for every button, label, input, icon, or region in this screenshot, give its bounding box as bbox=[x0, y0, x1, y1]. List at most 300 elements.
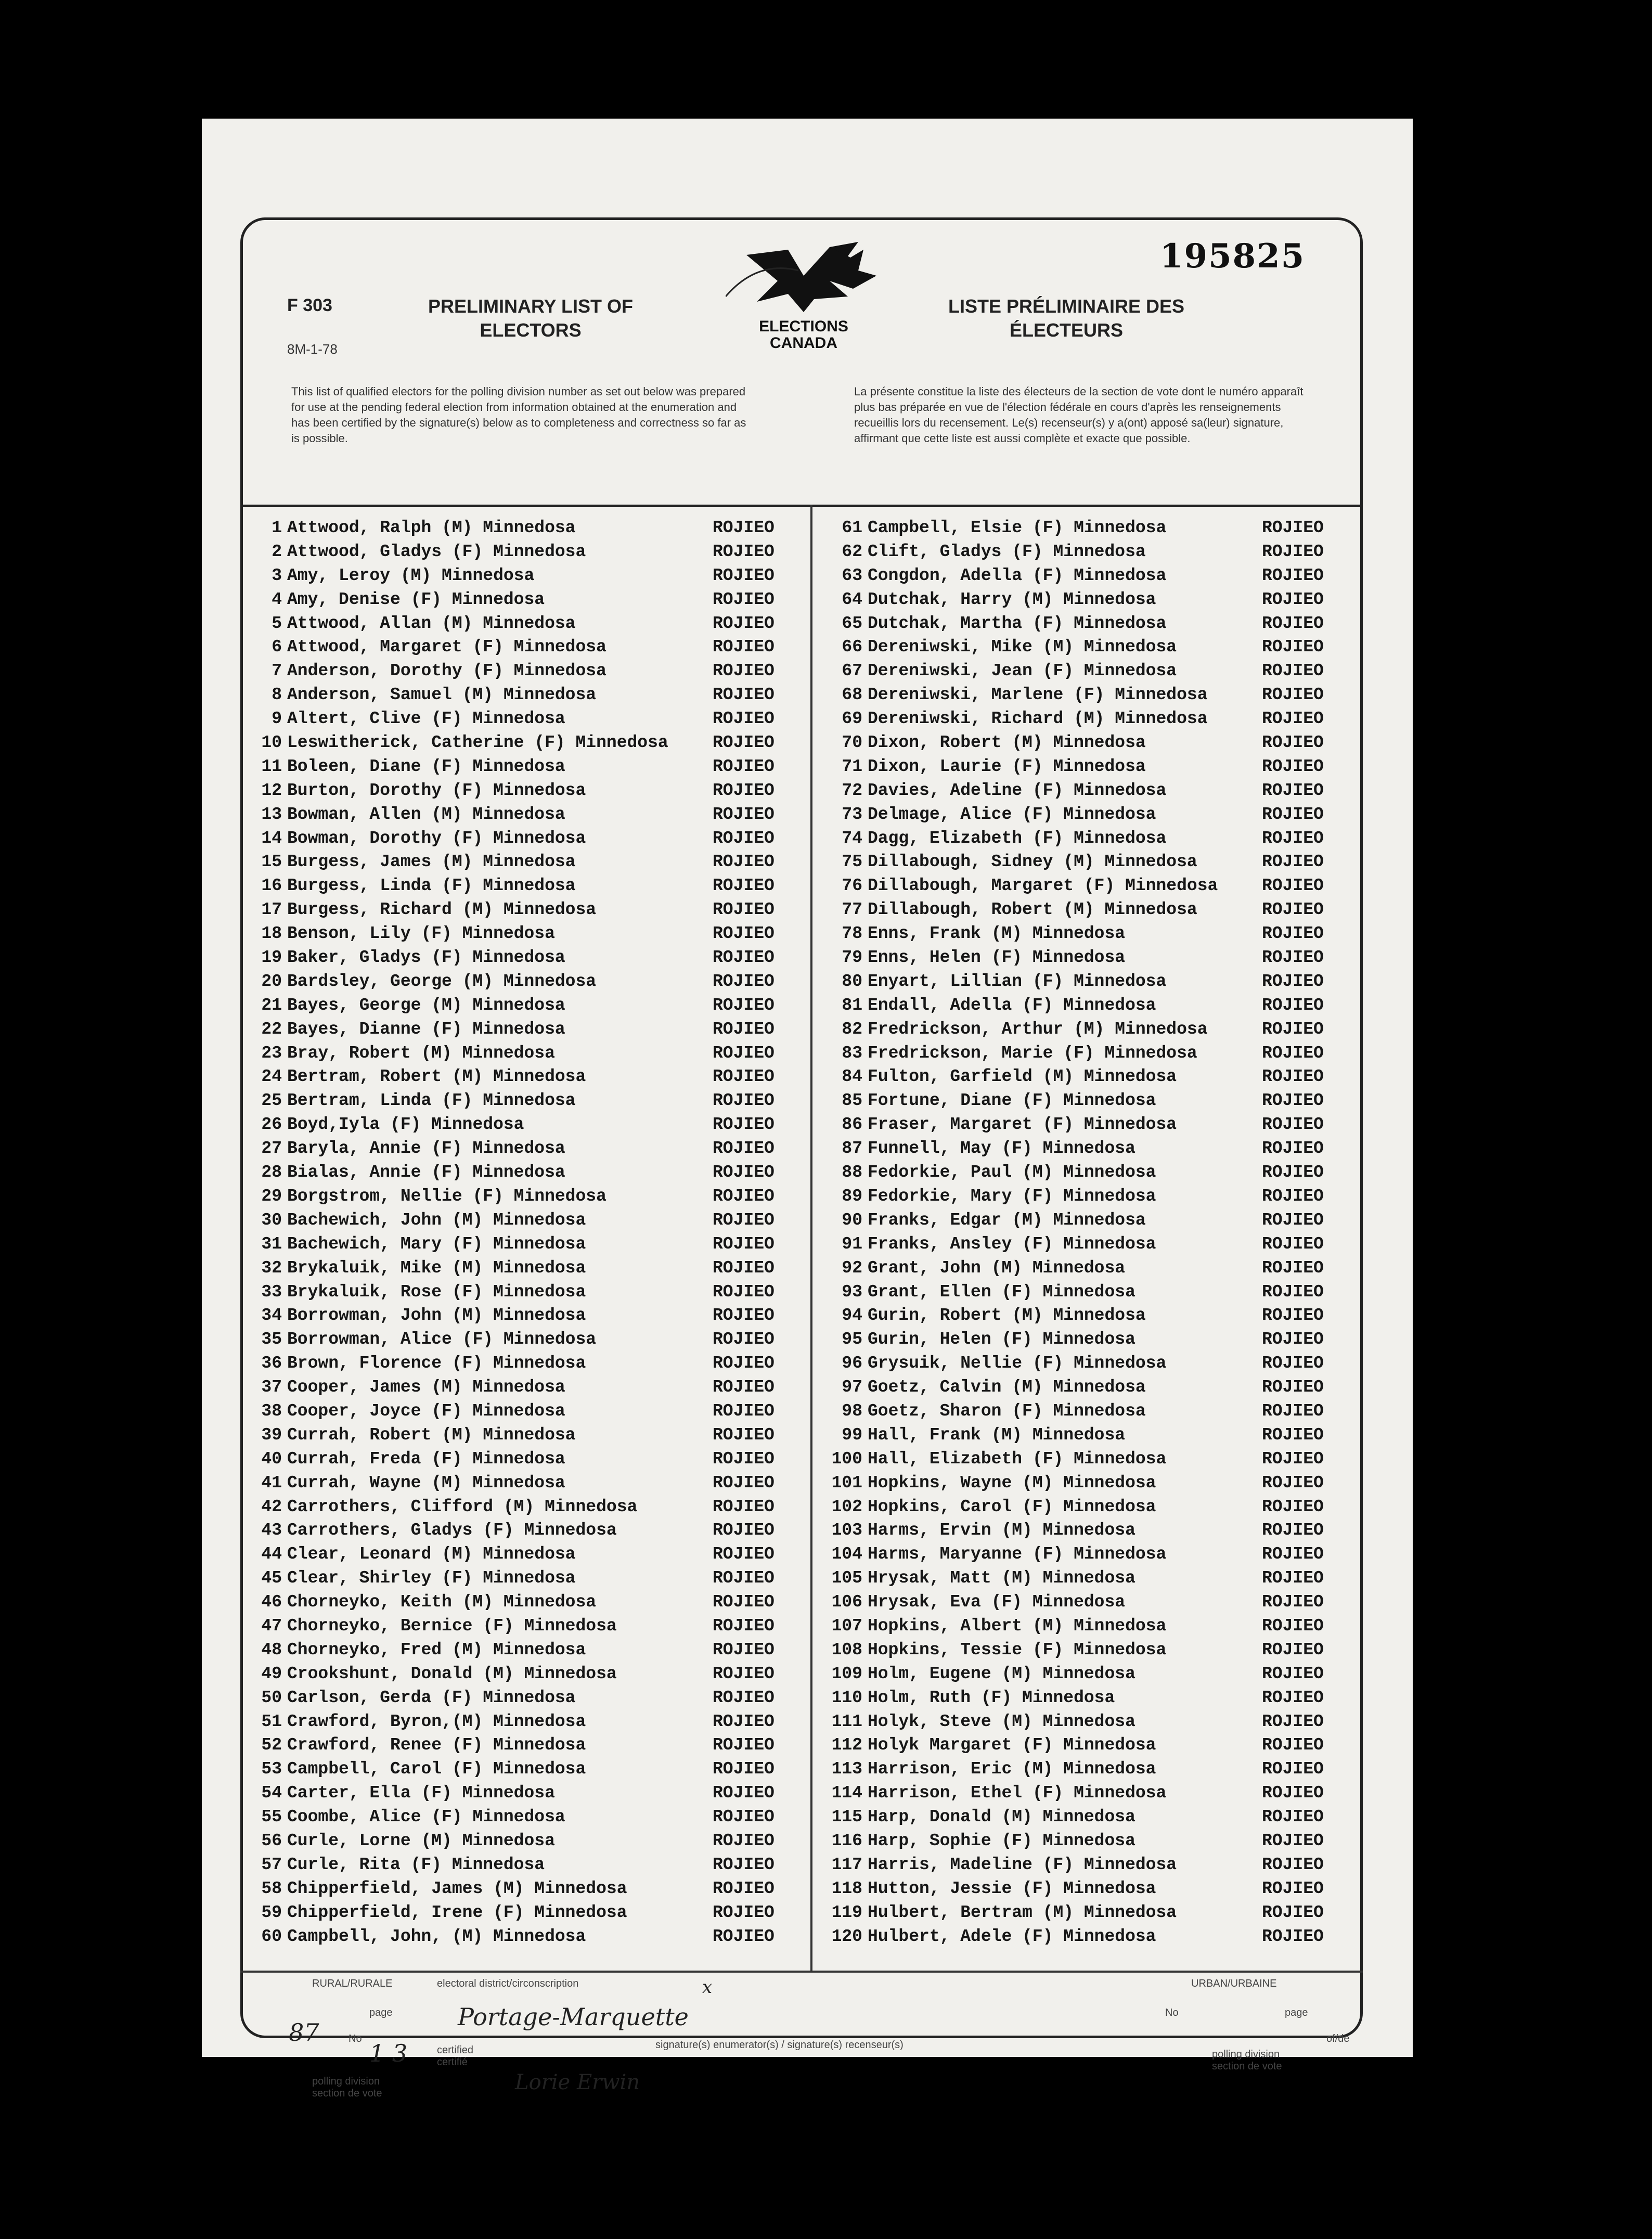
elector-entry bbox=[815, 1375, 1361, 1399]
postal-code: ROJIEO bbox=[1262, 637, 1324, 657]
title-french: LISTE PRÉLIMINAIRE DES ÉLECTEURS bbox=[948, 295, 1185, 341]
elector-number: 5 bbox=[272, 613, 282, 633]
electors-list-right bbox=[815, 516, 1361, 1948]
elector-number: 29 bbox=[261, 1186, 282, 1206]
elector-entry bbox=[244, 1137, 806, 1161]
elector-number: 53 bbox=[261, 1759, 282, 1779]
elector-number: 78 bbox=[842, 924, 862, 944]
elector-number: 48 bbox=[261, 1640, 282, 1659]
elector-number: 18 bbox=[261, 924, 282, 944]
elector-name: Amy, Denise (F) Minnedosa bbox=[287, 589, 545, 609]
postal-code: ROJIEO bbox=[713, 1783, 775, 1803]
elector-entry bbox=[244, 946, 806, 970]
postal-code: ROJIEO bbox=[713, 1354, 775, 1373]
postal-code: ROJIEO bbox=[1262, 780, 1324, 800]
elector-number: 28 bbox=[261, 1163, 282, 1182]
elector-entry bbox=[244, 516, 806, 540]
elector-name: Benson, Lily (F) Minnedosa bbox=[287, 924, 555, 944]
postal-code: ROJIEO bbox=[1262, 589, 1324, 609]
elector-number: 109 bbox=[831, 1664, 862, 1683]
postal-code: ROJIEO bbox=[713, 756, 775, 776]
postal-code: ROJIEO bbox=[713, 1210, 775, 1230]
postal-code: ROJIEO bbox=[713, 661, 775, 681]
postal-code: ROJIEO bbox=[1262, 1521, 1324, 1540]
elector-number: 97 bbox=[842, 1378, 862, 1397]
postal-code: ROJIEO bbox=[713, 1425, 775, 1445]
form-date: 8M-1-78 bbox=[287, 341, 338, 357]
postal-code: ROJIEO bbox=[1262, 1330, 1324, 1349]
elector-number: 6 bbox=[272, 637, 282, 657]
signature-label: signature(s) enumerator(s) / signature(s) recenseur(s) bbox=[655, 2039, 904, 2051]
elector-name: Holyk, Steve (M) Minnedosa bbox=[868, 1712, 1135, 1731]
elector-name: Anderson, Samuel (M) Minnedosa bbox=[287, 685, 597, 705]
elector-entry bbox=[244, 1352, 806, 1375]
postal-code: ROJIEO bbox=[713, 1258, 775, 1278]
elector-number: 111 bbox=[831, 1712, 862, 1731]
elector-name: Carter, Ella (F) Minnedosa bbox=[287, 1783, 555, 1803]
elector-name: Dutchak, Martha (F) Minnedosa bbox=[868, 613, 1167, 633]
postal-code: ROJIEO bbox=[713, 995, 775, 1015]
elector-name: Bachewich, Mary (F) Minnedosa bbox=[287, 1234, 586, 1254]
elector-name: Gurin, Robert (M) Minnedosa bbox=[868, 1306, 1146, 1326]
postal-code: ROJIEO bbox=[713, 828, 775, 848]
postal-code: ROJIEO bbox=[1262, 1688, 1324, 1707]
elector-number: 56 bbox=[261, 1831, 282, 1850]
postal-code: ROJIEO bbox=[1262, 1616, 1324, 1636]
elector-number: 8 bbox=[272, 685, 282, 705]
postal-code: ROJIEO bbox=[1262, 756, 1324, 776]
postal-code: ROJIEO bbox=[1262, 1664, 1324, 1683]
elector-entry bbox=[244, 898, 806, 922]
postal-code: ROJIEO bbox=[1262, 1067, 1324, 1087]
postal-code: ROJIEO bbox=[1262, 613, 1324, 633]
elector-name: Campbell, Elsie (F) Minnedosa bbox=[868, 518, 1167, 537]
elector-name: Burton, Dorothy (F) Minnedosa bbox=[287, 780, 586, 800]
postal-code: ROJIEO bbox=[1262, 542, 1324, 561]
elector-number: 12 bbox=[261, 780, 282, 800]
elector-number: 27 bbox=[261, 1139, 282, 1159]
elector-entry bbox=[244, 779, 806, 803]
elector-name: Burgess, Richard (M) Minnedosa bbox=[287, 900, 597, 920]
elector-name: Dillabough, Margaret (F) Minnedosa bbox=[868, 876, 1218, 896]
postal-code: ROJIEO bbox=[1262, 1473, 1324, 1492]
elector-number: 57 bbox=[261, 1855, 282, 1874]
elector-number: 65 bbox=[842, 613, 862, 633]
elector-entry bbox=[815, 1137, 1361, 1161]
elector-number: 103 bbox=[831, 1521, 862, 1540]
postal-code: ROJIEO bbox=[713, 1831, 775, 1850]
elector-name: Harris, Madeline (F) Minnedosa bbox=[868, 1855, 1177, 1874]
postal-code: ROJIEO bbox=[1262, 1210, 1324, 1230]
elector-number: 61 bbox=[842, 518, 862, 537]
elector-entry bbox=[815, 1185, 1361, 1208]
no-label-right: No bbox=[1165, 2007, 1179, 2018]
elector-number: 95 bbox=[842, 1330, 862, 1349]
elector-entry bbox=[815, 1161, 1361, 1185]
elector-name: Bowman, Dorothy (F) Minnedosa bbox=[287, 828, 586, 848]
postal-code: ROJIEO bbox=[1262, 1019, 1324, 1039]
postal-code: ROJIEO bbox=[1262, 685, 1324, 705]
elector-name: Burgess, Linda (F) Minnedosa bbox=[287, 876, 576, 896]
postal-code: ROJIEO bbox=[1262, 1043, 1324, 1063]
elector-name: Dillabough, Robert (M) Minnedosa bbox=[868, 900, 1197, 920]
elector-entry bbox=[815, 755, 1361, 779]
elector-entry bbox=[244, 1901, 806, 1925]
handwritten-number: 1 3 bbox=[369, 2039, 408, 2067]
elector-name: Dixon, Robert (M) Minnedosa bbox=[868, 733, 1146, 753]
postal-code: ROJIEO bbox=[1262, 1378, 1324, 1397]
postal-code: ROJIEO bbox=[713, 1592, 775, 1612]
elector-name: Cooper, James (M) Minnedosa bbox=[287, 1378, 565, 1397]
elector-entry bbox=[815, 1542, 1361, 1566]
elector-name: Carlson, Gerda (F) Minnedosa bbox=[287, 1688, 576, 1707]
elector-entry bbox=[815, 1829, 1361, 1853]
postal-code: ROJIEO bbox=[713, 542, 775, 561]
postal-code: ROJIEO bbox=[1262, 1926, 1324, 1946]
postal-code: ROJIEO bbox=[713, 1855, 775, 1874]
postal-code: ROJIEO bbox=[1262, 948, 1324, 968]
elector-name: Bachewich, John (M) Minnedosa bbox=[287, 1210, 586, 1230]
postal-code: ROJIEO bbox=[713, 780, 775, 800]
elector-entry bbox=[815, 1280, 1361, 1304]
elector-name: Harp, Donald (M) Minnedosa bbox=[868, 1807, 1135, 1827]
elector-number: 112 bbox=[831, 1735, 862, 1755]
elector-number: 93 bbox=[842, 1282, 862, 1302]
elector-entry bbox=[815, 659, 1361, 683]
elector-number: 24 bbox=[261, 1067, 282, 1087]
elector-name: Enyart, Lillian (F) Minnedosa bbox=[868, 971, 1167, 991]
elector-number: 63 bbox=[842, 565, 862, 585]
elector-number: 49 bbox=[261, 1664, 282, 1683]
postal-code: ROJIEO bbox=[713, 852, 775, 872]
elector-entry bbox=[815, 516, 1361, 540]
elector-name: Coombe, Alice (F) Minnedosa bbox=[287, 1807, 565, 1827]
elector-name: Chipperfield, Irene (F) Minnedosa bbox=[287, 1902, 627, 1922]
elector-entry bbox=[244, 1805, 806, 1829]
elector-number: 80 bbox=[842, 971, 862, 991]
elector-name: Hrysak, Eva (F) Minnedosa bbox=[868, 1592, 1126, 1612]
postal-code: ROJIEO bbox=[713, 1043, 775, 1063]
elector-number: 114 bbox=[831, 1783, 862, 1803]
elector-entry bbox=[815, 898, 1361, 922]
postal-code: ROJIEO bbox=[1262, 1163, 1324, 1182]
logo-text: ELECTIONS CANADA bbox=[759, 318, 848, 352]
elector-number: 91 bbox=[842, 1234, 862, 1254]
elector-entry bbox=[815, 1089, 1361, 1113]
elector-entry bbox=[815, 1614, 1361, 1638]
postal-code: ROJIEO bbox=[713, 613, 775, 633]
postal-code: ROJIEO bbox=[1262, 1807, 1324, 1827]
elector-number: 15 bbox=[261, 852, 282, 872]
elector-name: Clear, Shirley (F) Minnedosa bbox=[287, 1568, 576, 1588]
elector-name: Fraser, Margaret (F) Minnedosa bbox=[868, 1115, 1177, 1135]
elector-entry bbox=[815, 1853, 1361, 1877]
postal-code: ROJIEO bbox=[1262, 1306, 1324, 1326]
postal-code: ROJIEO bbox=[1262, 1282, 1324, 1302]
elector-entry bbox=[244, 1232, 806, 1256]
certified-label: certified certifié bbox=[437, 2044, 474, 2068]
postal-code: ROJIEO bbox=[713, 733, 775, 753]
elector-name: Crawford, Renee (F) Minnedosa bbox=[287, 1735, 586, 1755]
elector-entry bbox=[244, 540, 806, 564]
elector-entry bbox=[244, 1447, 806, 1471]
no-label: No bbox=[349, 2033, 362, 2044]
elector-entry bbox=[244, 922, 806, 946]
enumerator-signature: Lorie Erwin bbox=[515, 2070, 640, 2094]
elector-entry bbox=[815, 994, 1361, 1018]
elector-number: 25 bbox=[261, 1091, 282, 1111]
elector-entry bbox=[815, 612, 1361, 636]
elector-entry bbox=[244, 970, 806, 994]
elector-entry bbox=[815, 1423, 1361, 1447]
elector-number: 17 bbox=[261, 900, 282, 920]
postal-code: ROJIEO bbox=[713, 709, 775, 729]
postal-code: ROJIEO bbox=[1262, 1258, 1324, 1278]
elector-name: Boleen, Diane (F) Minnedosa bbox=[287, 756, 565, 776]
elector-number: 14 bbox=[261, 828, 282, 848]
elector-entry bbox=[815, 1232, 1361, 1256]
elector-number: 117 bbox=[831, 1855, 862, 1874]
elector-name: Hulbert, Adele (F) Minnedosa bbox=[868, 1926, 1156, 1946]
elector-number: 33 bbox=[261, 1282, 282, 1302]
elector-number: 118 bbox=[831, 1878, 862, 1898]
elector-number: 81 bbox=[842, 995, 862, 1015]
elector-number: 30 bbox=[261, 1210, 282, 1230]
elector-number: 43 bbox=[261, 1521, 282, 1540]
of-label: of/de bbox=[1326, 2033, 1350, 2044]
elector-entry bbox=[244, 1542, 806, 1566]
elector-entry bbox=[244, 1829, 806, 1853]
elector-entry bbox=[815, 1638, 1361, 1662]
elector-entry bbox=[244, 874, 806, 898]
postal-code: ROJIEO bbox=[1262, 1902, 1324, 1922]
elector-name: Dutchak, Harry (M) Minnedosa bbox=[868, 589, 1156, 609]
elector-name: Dereniwski, Marlene (F) Minnedosa bbox=[868, 685, 1208, 705]
elector-number: 74 bbox=[842, 828, 862, 848]
elector-entry bbox=[244, 635, 806, 659]
postal-code: ROJIEO bbox=[1262, 1115, 1324, 1135]
elector-name: Chipperfield, James (M) Minnedosa bbox=[287, 1878, 627, 1898]
postal-code: ROJIEO bbox=[1262, 1783, 1324, 1803]
postal-code: ROJIEO bbox=[713, 1902, 775, 1922]
page-label-right: page bbox=[1285, 2007, 1308, 2018]
elector-name: Currah, Freda (F) Minnedosa bbox=[287, 1449, 565, 1469]
postal-code: ROJIEO bbox=[1262, 1831, 1324, 1850]
elector-number: 71 bbox=[842, 756, 862, 776]
postal-code: ROJIEO bbox=[1262, 1497, 1324, 1516]
elector-entry bbox=[815, 1590, 1361, 1614]
postal-code: ROJIEO bbox=[713, 1139, 775, 1159]
elector-name: Bray, Robert (M) Minnedosa bbox=[287, 1043, 555, 1063]
elector-entry bbox=[244, 755, 806, 779]
elector-name: Borgstrom, Nellie (F) Minnedosa bbox=[287, 1186, 606, 1206]
elector-name: Bialas, Annie (F) Minnedosa bbox=[287, 1163, 565, 1182]
elector-number: 23 bbox=[261, 1043, 282, 1063]
elector-entry bbox=[815, 707, 1361, 731]
elector-name: Boyd,Iyla (F) Minnedosa bbox=[287, 1115, 524, 1135]
elector-name: Currah, Robert (M) Minnedosa bbox=[287, 1425, 576, 1445]
elector-name: Bayes, Dianne (F) Minnedosa bbox=[287, 1019, 565, 1039]
elector-number: 31 bbox=[261, 1234, 282, 1254]
elector-entry bbox=[244, 1638, 806, 1662]
postal-code: ROJIEO bbox=[713, 1115, 775, 1135]
elector-entry bbox=[244, 1328, 806, 1352]
elector-number: 98 bbox=[842, 1401, 862, 1421]
elector-name: Bertram, Robert (M) Minnedosa bbox=[287, 1067, 586, 1087]
elector-name: Brown, Florence (F) Minnedosa bbox=[287, 1354, 586, 1373]
postal-code: ROJIEO bbox=[1262, 1712, 1324, 1731]
elector-name: Leswitherick, Catherine (F) Minnedosa bbox=[287, 733, 668, 753]
elector-number: 45 bbox=[261, 1568, 282, 1588]
postal-code: ROJIEO bbox=[713, 948, 775, 968]
handwritten-x: x bbox=[702, 1977, 713, 1998]
elector-name: Crawford, Byron,(M) Minnedosa bbox=[287, 1712, 586, 1731]
elector-name: Crookshunt, Donald (M) Minnedosa bbox=[287, 1664, 617, 1683]
elector-name: Bertram, Linda (F) Minnedosa bbox=[287, 1091, 576, 1111]
elector-number: 41 bbox=[261, 1473, 282, 1492]
elector-number: 106 bbox=[831, 1592, 862, 1612]
postal-code: ROJIEO bbox=[713, 1688, 775, 1707]
elector-name: Altert, Clive (F) Minnedosa bbox=[287, 709, 565, 729]
elector-name: Hopkins, Wayne (M) Minnedosa bbox=[868, 1473, 1156, 1492]
elector-entry bbox=[815, 1304, 1361, 1328]
elector-name: Brykaluik, Mike (M) Minnedosa bbox=[287, 1258, 586, 1278]
elector-number: 119 bbox=[831, 1902, 862, 1922]
elector-entry bbox=[815, 1256, 1361, 1280]
elector-name: Carrothers, Gladys (F) Minnedosa bbox=[287, 1521, 617, 1540]
elector-entry bbox=[244, 827, 806, 851]
page-label: page bbox=[369, 2007, 393, 2018]
elector-entry bbox=[815, 1328, 1361, 1352]
polling-division-right: polling division section de vote bbox=[1212, 2049, 1282, 2072]
elector-entry bbox=[244, 1256, 806, 1280]
postal-code: ROJIEO bbox=[713, 876, 775, 896]
elector-number: 110 bbox=[831, 1688, 862, 1707]
elector-number: 22 bbox=[261, 1019, 282, 1039]
elector-name: Borrowman, John (M) Minnedosa bbox=[287, 1306, 586, 1326]
elector-number: 115 bbox=[831, 1807, 862, 1827]
elector-entry bbox=[244, 1614, 806, 1638]
postal-code: ROJIEO bbox=[713, 1091, 775, 1111]
postal-code: ROJIEO bbox=[713, 1473, 775, 1492]
elector-number: 38 bbox=[261, 1401, 282, 1421]
postal-code: ROJIEO bbox=[713, 1664, 775, 1683]
postal-code: ROJIEO bbox=[713, 1497, 775, 1516]
elector-entry bbox=[815, 1208, 1361, 1232]
postal-code: ROJIEO bbox=[1262, 1401, 1324, 1421]
postal-code: ROJIEO bbox=[713, 1878, 775, 1898]
elector-name: Endall, Adella (F) Minnedosa bbox=[868, 995, 1156, 1015]
elector-entry bbox=[815, 1471, 1361, 1495]
elector-entry bbox=[244, 1304, 806, 1328]
elector-entry bbox=[815, 946, 1361, 970]
elector-entry bbox=[244, 1781, 806, 1805]
elector-entry bbox=[815, 635, 1361, 659]
elector-entry bbox=[815, 564, 1361, 588]
postal-code: ROJIEO bbox=[1262, 1592, 1324, 1612]
postal-code: ROJIEO bbox=[713, 1306, 775, 1326]
elector-entry bbox=[244, 1495, 806, 1519]
elector-name: Dixon, Laurie (F) Minnedosa bbox=[868, 756, 1146, 776]
elector-entry bbox=[244, 1757, 806, 1781]
handwritten-page: 87 bbox=[289, 2018, 319, 2047]
postal-code: ROJIEO bbox=[1262, 1640, 1324, 1659]
elector-name: Fulton, Garfield (M) Minnedosa bbox=[868, 1067, 1177, 1087]
elector-name: Campbell, John, (M) Minnedosa bbox=[287, 1926, 586, 1946]
elector-number: 73 bbox=[842, 804, 862, 824]
elector-name: Attwood, Ralph (M) Minnedosa bbox=[287, 518, 576, 537]
elector-name: Clear, Leonard (M) Minnedosa bbox=[287, 1545, 576, 1564]
elector-number: 99 bbox=[842, 1425, 862, 1445]
elector-name: Harrison, Eric (M) Minnedosa bbox=[868, 1759, 1156, 1779]
elector-entry bbox=[244, 1877, 806, 1901]
elector-number: 9 bbox=[272, 709, 282, 729]
elector-name: Chorneyko, Fred (M) Minnedosa bbox=[287, 1640, 586, 1659]
postal-code: ROJIEO bbox=[713, 924, 775, 944]
elector-entry bbox=[815, 540, 1361, 564]
postal-code: ROJIEO bbox=[713, 1186, 775, 1206]
postal-code: ROJIEO bbox=[713, 1234, 775, 1254]
postal-code: ROJIEO bbox=[1262, 1759, 1324, 1779]
elector-name: Delmage, Alice (F) Minnedosa bbox=[868, 804, 1156, 824]
elector-entry bbox=[244, 1662, 806, 1686]
elector-number: 3 bbox=[272, 565, 282, 585]
elector-entry bbox=[815, 922, 1361, 946]
postal-code: ROJIEO bbox=[1262, 900, 1324, 920]
elector-name: Curle, Lorne (M) Minnedosa bbox=[287, 1831, 555, 1850]
elector-number: 35 bbox=[261, 1330, 282, 1349]
elector-entry bbox=[815, 827, 1361, 851]
elector-entry bbox=[815, 1805, 1361, 1829]
elector-entry bbox=[244, 731, 806, 755]
elector-entry bbox=[815, 1781, 1361, 1805]
elector-name: Anderson, Dorothy (F) Minnedosa bbox=[287, 661, 606, 681]
elector-name: Hopkins, Carol (F) Minnedosa bbox=[868, 1497, 1156, 1516]
elector-entry bbox=[244, 707, 806, 731]
postal-code: ROJIEO bbox=[1262, 1855, 1324, 1874]
elector-number: 55 bbox=[261, 1807, 282, 1827]
elector-number: 32 bbox=[261, 1258, 282, 1278]
postal-code: ROJIEO bbox=[713, 1019, 775, 1039]
elector-name: Currah, Wayne (M) Minnedosa bbox=[287, 1473, 565, 1492]
postal-code: ROJIEO bbox=[713, 565, 775, 585]
electors-list-left bbox=[244, 516, 806, 1948]
elector-name: Franks, Edgar (M) Minnedosa bbox=[868, 1210, 1146, 1230]
postal-code: ROJIEO bbox=[713, 1616, 775, 1636]
elector-entry bbox=[815, 1041, 1361, 1065]
elector-name: Baker, Gladys (F) Minnedosa bbox=[287, 948, 565, 968]
elector-number: 21 bbox=[261, 995, 282, 1015]
elector-number: 90 bbox=[842, 1210, 862, 1230]
elector-entry bbox=[815, 1018, 1361, 1041]
serial-number: 195825 bbox=[1160, 237, 1306, 276]
elector-entry bbox=[815, 1447, 1361, 1471]
elector-entry bbox=[244, 659, 806, 683]
elector-number: 84 bbox=[842, 1067, 862, 1087]
elector-entry bbox=[244, 1399, 806, 1423]
elector-entry bbox=[815, 1566, 1361, 1590]
postal-code: ROJIEO bbox=[713, 589, 775, 609]
elector-name: Curle, Rita (F) Minnedosa bbox=[287, 1855, 545, 1874]
title-english: PRELIMINARY LIST OF ELECTORS bbox=[428, 295, 633, 341]
elector-name: Holm, Ruth (F) Minnedosa bbox=[868, 1688, 1115, 1707]
elector-entry bbox=[815, 1710, 1361, 1734]
elector-name: Dereniwski, Richard (M) Minnedosa bbox=[868, 709, 1208, 729]
elector-entry bbox=[244, 588, 806, 612]
elector-name: Fedorkie, Paul (M) Minnedosa bbox=[868, 1163, 1156, 1182]
elector-name: Burgess, James (M) Minnedosa bbox=[287, 852, 576, 872]
elector-number: 108 bbox=[831, 1640, 862, 1659]
